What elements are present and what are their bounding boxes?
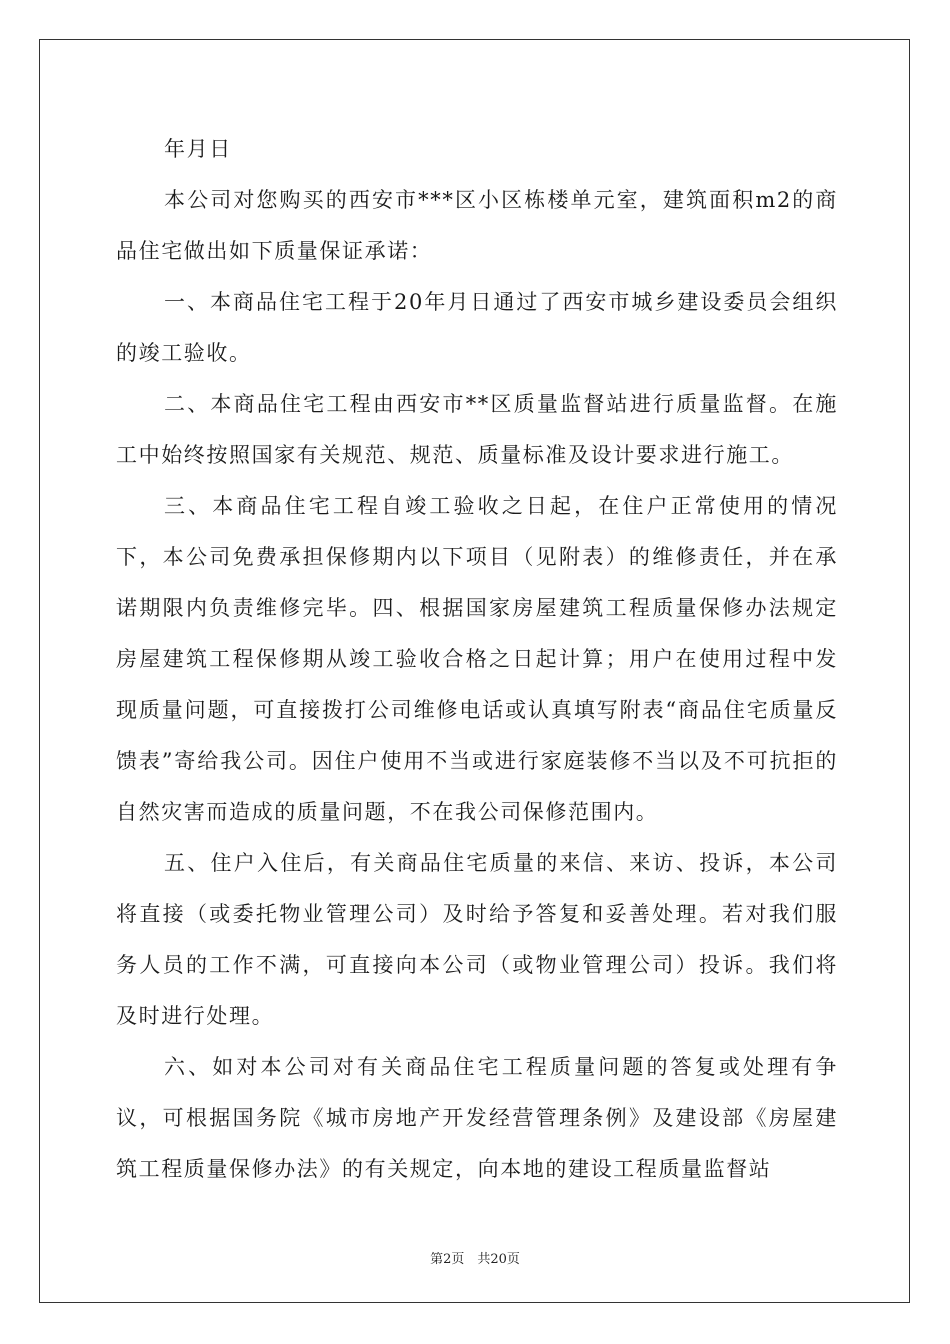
paragraph-item-3-4: 三、本商品住宅工程自竣工验收之日起，在住户正常使用的情况下，本公司免费承担保修期内以下项目（见附表）的维修责任，并在承诺期限内负责维修完毕。四、根据国家房屋建筑工程质量保修办法规定房屋建筑工程保修期从竣工验收合格之日起计算；用户在使用过程中发现质量问题，可直接拨打公司维修电话或认真填写附表“商品住宅质量反馈表”寄给我公司。因住户使用不当或进行家庭装修不当以及不可抗拒的自然灾害而造成的质量问题，不在我公司保修范围内。	[116, 494, 838, 824]
paragraph-item-6: 六、如对本公司对有关商品住宅工程质量问题的答复或处理有争议，可根据国务院《城市房地产开发经营管理条例》及建设部《房屋建筑工程质量保修办法》的有关规定，向本地的建设工程质量监督站	[116, 1055, 838, 1181]
paragraph-item-5: 五、住户入住后，有关商品住宅质量的来信、来访、投诉，本公司将直接（或委托物业管理公司）及时给予答复和妥善处理。若对我们服务人员的工作不满，可直接向本公司（或物业管理公司）投诉。我们将及时进行处理。	[116, 851, 838, 1028]
paragraph-item-2: 二、本商品住宅工程由西安市**区质量监督站进行质量监督。在施工中始终按照国家有关规范、规范、质量标准及设计要求进行施工。	[116, 392, 838, 467]
paragraph-intro: 本公司对您购买的西安市***区小区栋楼单元室，建筑面积m2的商品住宅做出如下质量保证承诺：	[116, 188, 838, 263]
paragraph-item-1: 一、本商品住宅工程于20年月日通过了西安市城乡建设委员会组织的竣工验收。	[116, 290, 838, 365]
page-number-footer: 第2页 共20页	[430, 1252, 520, 1267]
date-line: 年月日	[164, 137, 232, 161]
document-body	[116, 124, 838, 1195]
